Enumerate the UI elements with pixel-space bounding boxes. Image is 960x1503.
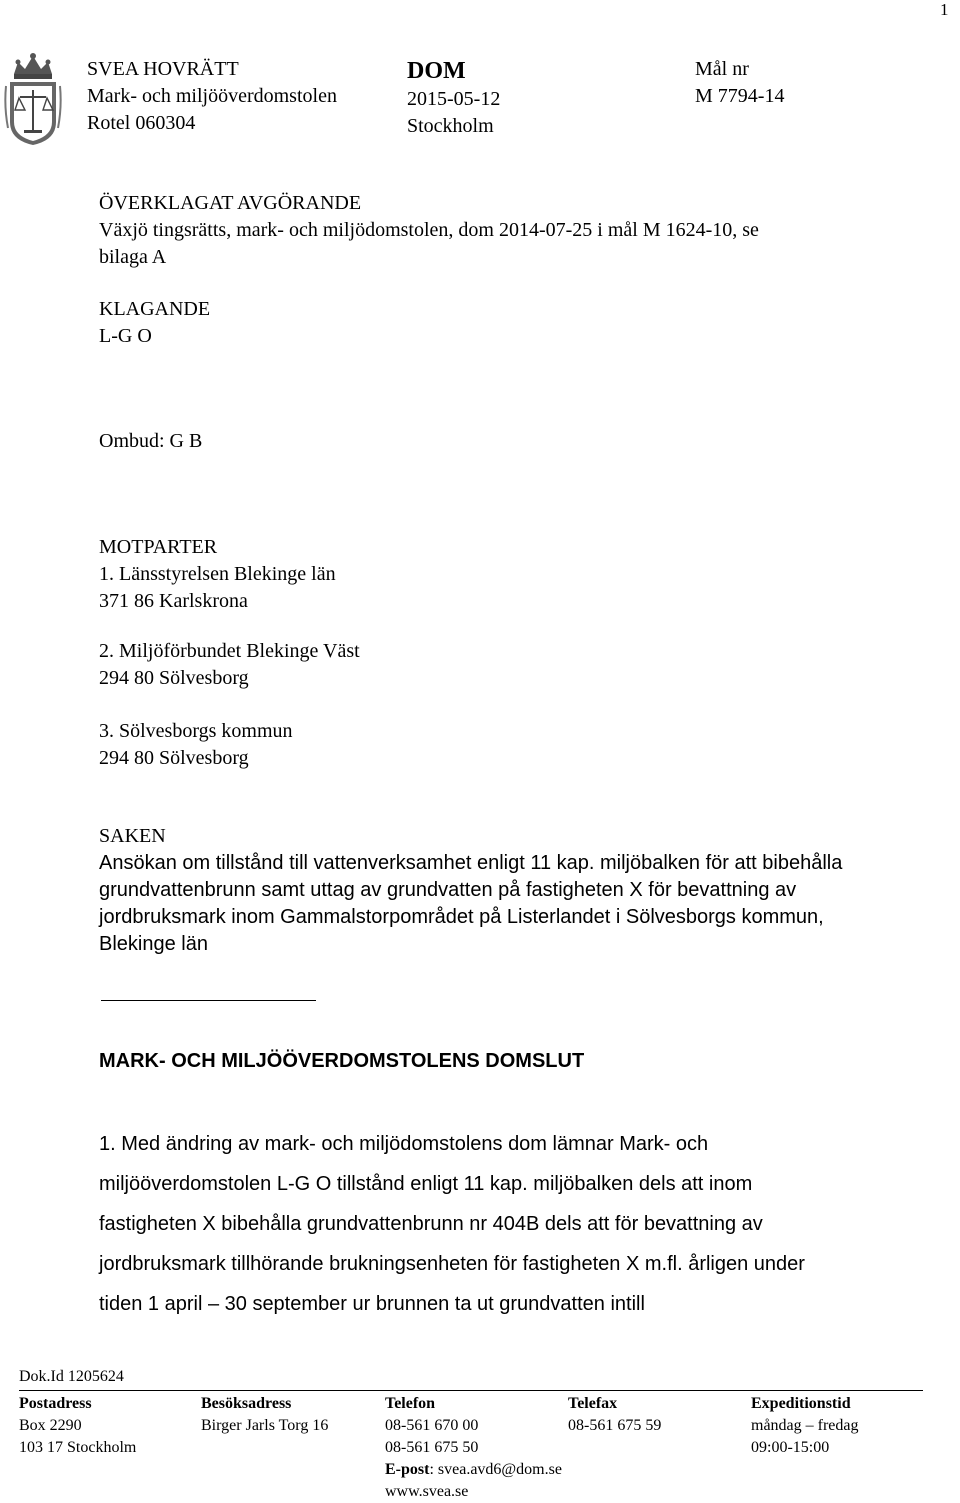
party-name: 1. Länsstyrelsen Blekinge län: [99, 563, 336, 585]
case-number: M 7794-14: [695, 85, 785, 107]
email-label: E-post: [385, 1461, 430, 1478]
office-hours-time: 09:00-15:00: [751, 1439, 830, 1456]
ruling-text: [99, 1124, 805, 1324]
court-name: SVEA HOVRÄTT: [87, 58, 239, 80]
document-type-block: [407, 56, 500, 140]
party-address: 294 80 Sölvesborg: [99, 747, 249, 769]
appealed-decision-section: [99, 190, 759, 271]
page-number: 1: [940, 0, 949, 19]
ruling-line: miljööverdomstolen L-G O tillstånd enligt 11 kap. miljöbalken dels att inom: [99, 1173, 753, 1195]
matter-line: grundvattenbrunn samt uttag av grundvatten på fastigheten X för bevattning av: [99, 879, 797, 901]
party-address: 294 80 Sölvesborg: [99, 667, 249, 689]
website-link[interactable]: www.svea.se: [385, 1483, 469, 1500]
footer-visiting-address: [201, 1393, 328, 1437]
appellant-counsel: Ombud: G B: [99, 430, 203, 452]
office-hours-label: Expeditionstid: [751, 1395, 851, 1412]
document-date: 2015-05-12: [407, 88, 501, 110]
counterparties-section: [99, 534, 336, 615]
appellant-heading: KLAGANDE: [99, 298, 211, 320]
ruling-line: 1. Med ändring av mark- och miljödomstolens dom lämnar Mark- och: [99, 1133, 709, 1155]
visiting-address-label: Besöksadress: [201, 1395, 292, 1412]
footer-rule: [19, 1390, 923, 1391]
counterparties-heading: MOTPARTER: [99, 536, 218, 558]
footer-fax: [568, 1393, 661, 1437]
court-unit: Rotel 060304: [87, 112, 196, 134]
visiting-address-line: Birger Jarls Torg 16: [201, 1417, 329, 1434]
coat-of-arms-logo: [4, 52, 62, 146]
matter-line: Blekinge län: [99, 933, 208, 955]
party-name: 3. Sölvesborgs kommun: [99, 720, 293, 742]
matter-text: [99, 850, 842, 958]
document-type: DOM: [407, 58, 466, 84]
postal-address-label: Postadress: [19, 1395, 92, 1412]
footer-office-hours: [751, 1393, 859, 1459]
phone-label: Telefon: [385, 1395, 436, 1412]
court-division: Mark- och miljööverdomstolen: [87, 85, 337, 107]
document-place: Stockholm: [407, 115, 494, 137]
email-address[interactable]: : svea.avd6@dom.se: [429, 1461, 562, 1478]
footer-postal-address: [19, 1393, 136, 1459]
fax-label: Telefax: [568, 1395, 618, 1412]
appealed-decision-text: Växjö tingsrätts, mark- och miljödomstolen, dom 2014-07-25 i mål M 1624-10, se: [99, 219, 759, 241]
ruling-line: jordbruksmark tillhörande brukningsenheten för fastigheten X m.fl. årligen under: [99, 1253, 805, 1275]
office-hours-days: måndag – fredag: [751, 1417, 859, 1434]
party-address: 371 86 Karlskrona: [99, 590, 248, 612]
phone-number: 08-561 675 50: [385, 1439, 479, 1456]
ruling-line: tiden 1 april – 30 september ur brunnen ta ut grundvatten intill: [99, 1293, 645, 1315]
party-block: [99, 638, 360, 692]
postal-address-line: 103 17 Stockholm: [19, 1439, 137, 1456]
case-number-block: [695, 56, 784, 110]
court-name-block: [87, 56, 337, 137]
fax-number: 08-561 675 59: [568, 1417, 662, 1434]
postal-address-line: Box 2290: [19, 1417, 82, 1434]
email-line: [385, 1459, 562, 1481]
document-id: Dok.Id 1205624: [19, 1368, 124, 1385]
ruling-line: fastigheten X bibehålla grundvattenbrunn nr 404B dels att för bevattning av: [99, 1213, 763, 1235]
appealed-decision-heading: ÖVERKLAGAT AVGÖRANDE: [99, 192, 362, 214]
matter-line: jordbruksmark inom Gammalstorpområdet på Listerlandet i Sölvesborgs kommun,: [99, 906, 824, 928]
appellant-name: L-G O: [99, 325, 152, 347]
footer-phone: [385, 1393, 562, 1503]
appellant-section: [99, 296, 210, 350]
matter-heading: SAKEN: [99, 825, 166, 847]
appealed-decision-text-cont: bilaga A: [99, 246, 167, 268]
phone-number: 08-561 670 00: [385, 1417, 479, 1434]
ruling-heading: MARK- OCH MILJÖÖVERDOMSTOLENS DOMSLUT: [99, 1050, 585, 1072]
party-name: 2. Miljöförbundet Blekinge Väst: [99, 640, 360, 662]
section-divider: [101, 1000, 316, 1001]
matter-section: [99, 823, 166, 850]
matter-line: Ansökan om tillstånd till vattenverksamhet enligt 11 kap. miljöbalken för att bibehålla: [99, 852, 843, 874]
party-block: [99, 718, 293, 772]
case-number-label: Mål nr: [695, 58, 749, 80]
